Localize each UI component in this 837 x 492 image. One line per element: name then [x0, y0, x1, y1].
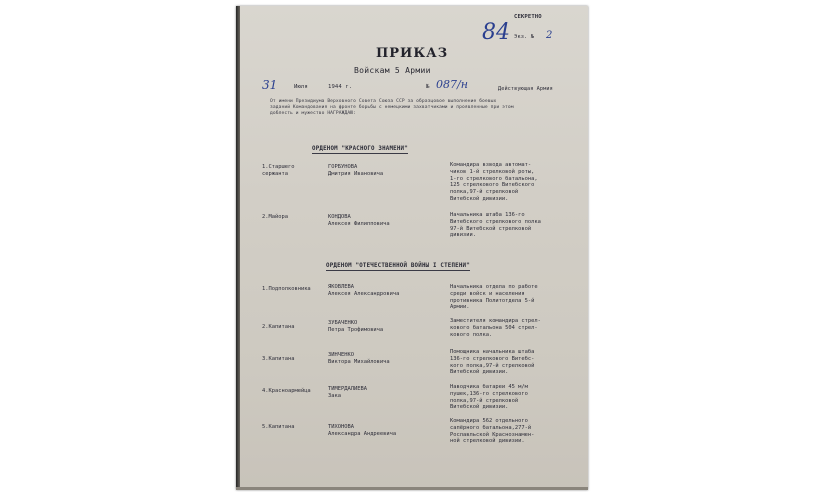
order-month: Июля	[294, 84, 308, 90]
document-subtitle: Войскам 5 Армии	[354, 66, 431, 75]
entry-rank: 1.Подполковника	[262, 286, 311, 292]
entry-rank: 4.Красноармейца	[262, 388, 311, 394]
page-bottom-edge	[236, 487, 588, 490]
order-number-label: №	[426, 84, 430, 90]
entry-position: Помощника начальника штаба 136-го стрелкового Витебс- кого полка,97-й стрелковой Витебской дивизии.	[450, 349, 535, 376]
entry-name: ЗИНЧЕНКО Виктора Михайловича	[328, 352, 390, 365]
entry-position: Командира взвода автомат- чиков 1-й стрелковой роты, 1-го стрелкового батальона, 125 стрелкового Витебского полка,97-й стрелковой Витебской дивизии.	[450, 162, 538, 202]
entry-name: ТИХОНОВА Александра Андреевича	[328, 424, 397, 437]
entry-position: Командира 562 отдельного сапёрного батальона,277-й Рославльской Краснознамен- ной стрелковой дивизии.	[450, 418, 535, 445]
archive-number: 84	[482, 20, 510, 45]
order-year: 1944 г.	[328, 84, 353, 90]
award-section-heading: ОРДЕНОМ "КРАСНОГО ЗНАМЕНИ"	[312, 146, 408, 152]
secret-label: СЕКРЕТНО	[514, 14, 542, 20]
entry-rank: 5.Капитана	[262, 424, 295, 430]
order-day: 31	[262, 78, 278, 92]
entry-rank: 2.Капитана	[262, 324, 295, 330]
page-edge	[236, 6, 240, 490]
entry-position: Заместителя командира стрел- кового батальона 504 стрел- кового полка.	[450, 318, 541, 338]
scanned-page	[236, 6, 588, 490]
copy-number: 2	[546, 30, 553, 41]
entry-name: КОНДОВА Алексея Филипповича	[328, 214, 390, 227]
entry-name: ЯКОВЛЕВА Алексея Александровича	[328, 284, 400, 297]
order-location: Действующая Армия	[498, 86, 553, 92]
order-number: 087/н	[436, 78, 468, 91]
entry-rank: 3.Капитана	[262, 356, 295, 362]
entry-position: Начальника штаба 136-го Витебского стрелкового полка 97-й Витебской стрелковой дивизии.	[450, 212, 541, 239]
document-title: ПРИКАЗ	[376, 46, 449, 61]
entry-name: ТИМЕРДАЛИЕВА Зака	[328, 386, 367, 399]
entry-rank: 2.Майора	[262, 214, 288, 220]
entry-name: ЗУБАЧЕНКО Петра Трофимовича	[328, 320, 384, 333]
copy-label: Экз. №	[514, 34, 535, 40]
order-preamble: От имени Президиума Верховного Совета Союза ССР за образцовое выполнение боевых заданий Командования на фронте борьбы с немецкими захватчиками и проявленные при этом доблесть и мужество НАГРАЖДАЮ:	[270, 99, 514, 117]
award-section-heading: ОРДЕНОМ "ОТЕЧЕСТВЕННОЙ ВОЙНЫ I СТЕПЕНИ"	[326, 263, 470, 269]
entry-position: Наводчика батареи 45 м/м пушек,136-го стрелкового полка,97-й стрелковой Витебской дивизии.	[450, 384, 528, 411]
entry-position: Начальника отдела по работе среди войск и населения противника Политотдела 5-й Армии.	[450, 284, 538, 311]
entry-name: ГОРБУНОВА Дмитрия Ивановича	[328, 164, 384, 177]
entry-rank: 1.Старшего сержанта	[262, 164, 295, 177]
